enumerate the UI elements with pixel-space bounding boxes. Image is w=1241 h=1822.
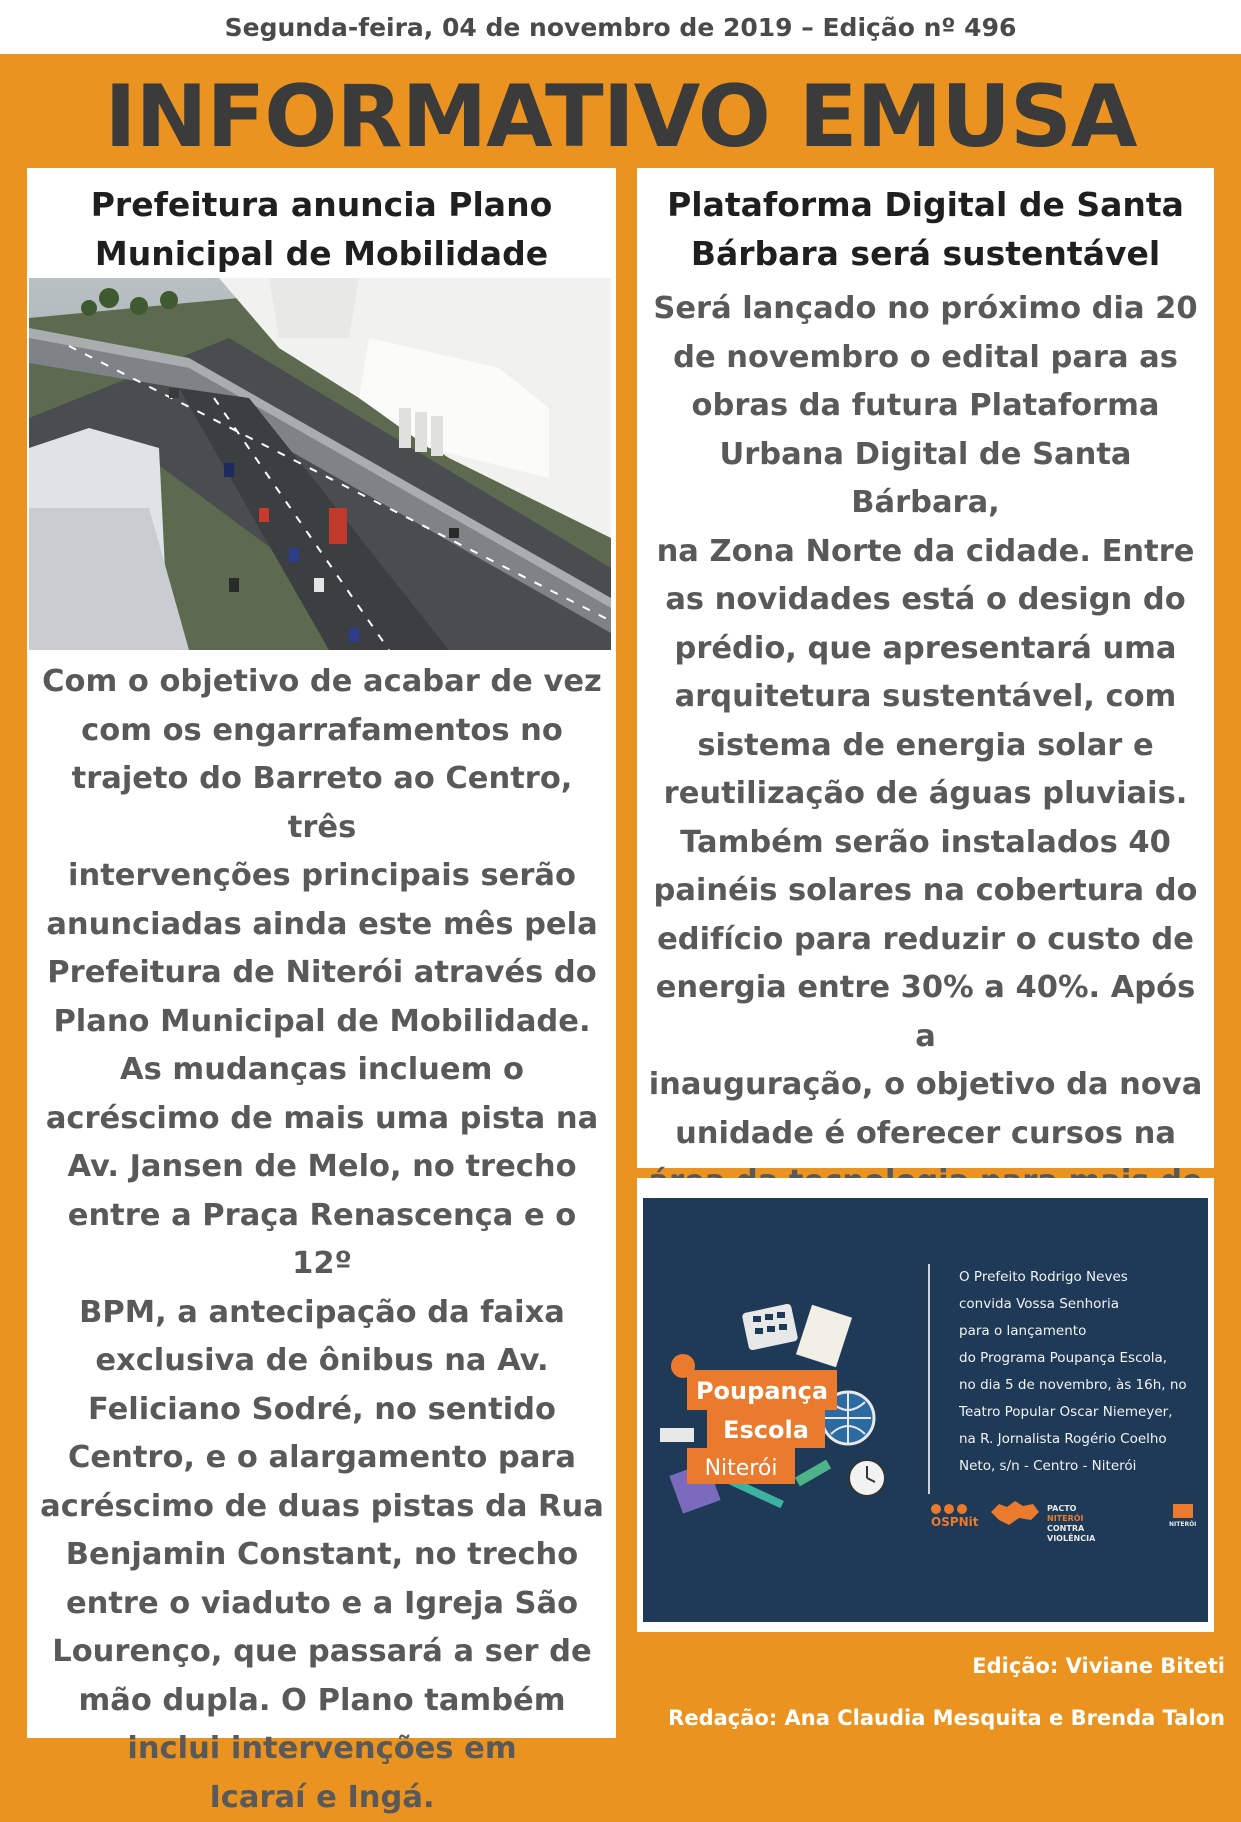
body-line: unidade é oferecer cursos na [641, 1110, 1210, 1159]
right-headline [647, 180, 1204, 278]
logo-word-3: Niterói [705, 1456, 778, 1481]
right-article [637, 168, 1214, 1168]
body-line: trajeto do Barreto ao Centro, três [33, 755, 611, 852]
body-line: Será lançado no próximo dia 20 [641, 285, 1210, 334]
body-line: entre o viaduto e a Igreja São [33, 1580, 611, 1629]
left-article-body [33, 658, 611, 1822]
pacto-line-4: VIOLÊNCIA [1047, 1534, 1095, 1544]
invitation-panel [637, 1178, 1214, 1632]
body-line: Com o objetivo de acabar de vez [33, 658, 611, 707]
body-line: inauguração, o objetivo da nova [641, 1061, 1210, 1110]
pacto-logo [1047, 1504, 1095, 1544]
right-headline-line: Plataforma Digital de Santa [647, 180, 1204, 229]
credits-redacao: Redação: Ana Claudia Mesquita e Brenda Talon [668, 1706, 1225, 1730]
left-headline [37, 180, 606, 278]
body-line: As mudanças incluem o [33, 1046, 611, 1095]
dateline-bar [0, 0, 1241, 54]
logo-word-2: Escola [723, 1416, 809, 1444]
body-line: obras da futura Plataforma [641, 382, 1210, 431]
pacto-line-3: CONTRA [1047, 1524, 1095, 1534]
right-headline-line: Bárbara será sustentável [647, 229, 1204, 278]
masthead-title: INFORMATIVO EMUSA [0, 62, 1241, 172]
left-article [27, 168, 616, 1738]
invitation-line: convida Vossa Senhoria [959, 1291, 1199, 1318]
body-line: exclusiva de ônibus na Av. [33, 1337, 611, 1386]
logo-word-1: Poupança [696, 1377, 828, 1405]
left-headline-line: Prefeitura anuncia Plano [37, 180, 606, 229]
dateline: Segunda-feira, 04 de novembro de 2019 – Edição nº 496 [225, 13, 1017, 42]
body-line: painéis solares na cobertura do [641, 867, 1210, 916]
body-line: entre a Praça Renascença e o 12º [33, 1192, 611, 1289]
invitation-line: para o lançamento [959, 1318, 1199, 1345]
pacto-line-1: PACTO [1047, 1504, 1095, 1514]
body-line: intervenções principais serão [33, 852, 611, 901]
prefeitura-label: NITERÓI [1169, 1520, 1196, 1530]
body-line: as novidades está o design do [641, 576, 1210, 625]
body-line: Urbana Digital de Santa Bárbara, [641, 431, 1210, 528]
ospnit-label: OSPNit [931, 1517, 979, 1527]
body-line: acréscimo de duas pistas da Rua [33, 1483, 611, 1532]
body-line: acréscimo de mais uma pista na [33, 1095, 611, 1144]
body-line: reutilização de águas pluviais. [641, 770, 1210, 819]
left-headline-line: Municipal de Mobilidade [37, 229, 606, 278]
invitation-line: no dia 5 de novembro, às 16h, no [959, 1372, 1199, 1399]
body-line: mão dupla. O Plano também [33, 1677, 611, 1726]
invitation-line: O Prefeito Rodrigo Neves [959, 1264, 1199, 1291]
body-line: BPM, a antecipação da faixa [33, 1289, 611, 1338]
body-line: Benjamin Constant, no trecho [33, 1531, 611, 1580]
viaduct-rendering-image [29, 278, 611, 650]
body-line: com os engarrafamentos no [33, 707, 611, 756]
body-line: na Zona Norte da cidade. Entre [641, 528, 1210, 577]
body-line: edifício para reduzir o custo de [641, 916, 1210, 965]
body-line: Icaraí e Ingá. [33, 1774, 611, 1822]
body-line: anunciadas ainda este mês pela [33, 901, 611, 950]
invitation-line: Teatro Popular Oscar Niemeyer, [959, 1399, 1199, 1426]
body-line: Prefeitura de Niterói através do [33, 949, 611, 998]
niteroi-map-icon [989, 1498, 1041, 1528]
body-line: Feliciano Sodré, no sentido [33, 1386, 611, 1435]
body-line: Centro, e o alargamento para [33, 1434, 611, 1483]
body-line: inclui intervenções em [33, 1725, 611, 1774]
viaduct-photo [29, 278, 611, 650]
invitation-text [959, 1264, 1199, 1480]
body-line: arquitetura sustentável, com [641, 673, 1210, 722]
body-line: energia entre 30% a 40%. Após a [641, 964, 1210, 1061]
invitation-line: na R. Jornalista Rogério Coelho [959, 1426, 1199, 1453]
invitation-line: Neto, s/n - Centro - Niterói [959, 1453, 1199, 1480]
body-line: Plano Municipal de Mobilidade. [33, 998, 611, 1047]
invitation-card [643, 1198, 1208, 1622]
right-article-body [641, 285, 1210, 1255]
body-line: Também serão instalados 40 [641, 819, 1210, 868]
poupanca-escola-logo [645, 1298, 885, 1528]
body-line: sistema de energia solar e [641, 722, 1210, 771]
invitation-divider [928, 1264, 930, 1494]
invitation-line: do Programa Poupança Escola, [959, 1345, 1199, 1372]
body-line: Av. Jansen de Melo, no trecho [33, 1143, 611, 1192]
pacto-line-2: NITERÓI [1047, 1514, 1095, 1524]
prefeitura-niteroi-logo [1169, 1504, 1196, 1530]
credits-edicao: Edição: Viviane Biteti [972, 1654, 1225, 1678]
body-line: Lourenço, que passará a ser de [33, 1628, 611, 1677]
body-line: de novembro o edital para as [641, 334, 1210, 383]
body-line: prédio, que apresentará uma [641, 625, 1210, 674]
ospnit-logo [931, 1504, 979, 1527]
